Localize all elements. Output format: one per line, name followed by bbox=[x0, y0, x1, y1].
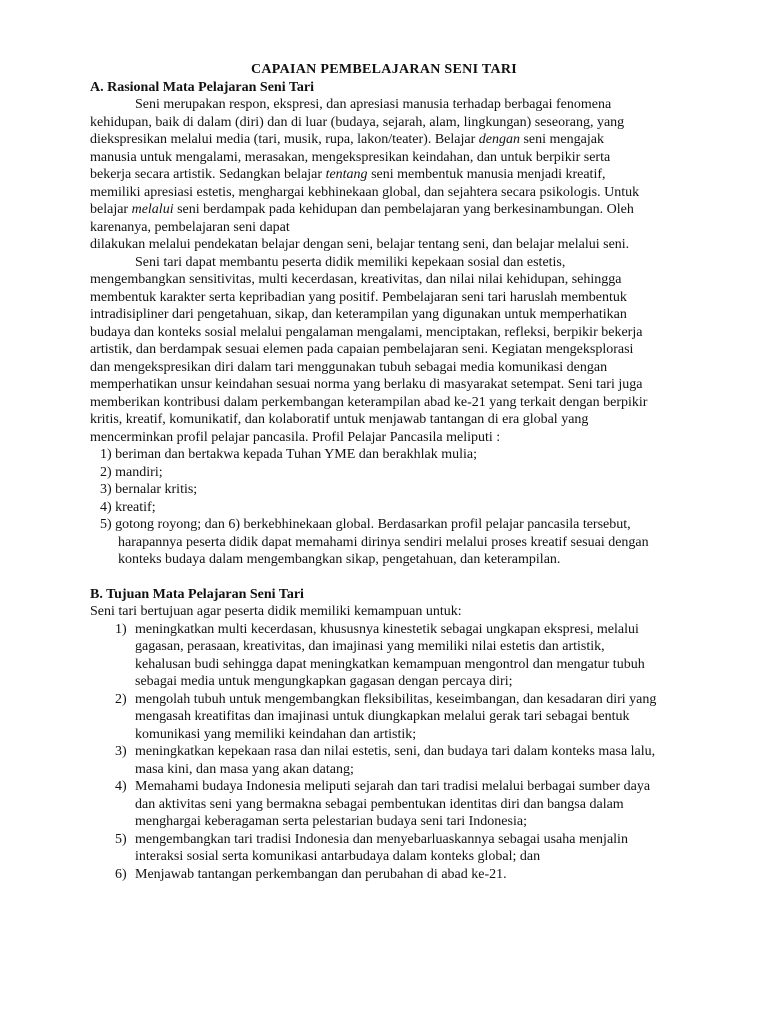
paragraph-line: Seni tari dapat membantu peserta didik memiliki kepekaan sosial dan estetis, bbox=[135, 255, 566, 270]
list-item: 4) kreatif; bbox=[100, 500, 156, 515]
text-run: seni mengajak bbox=[519, 132, 604, 147]
paragraph-line: membentuk karakter serta kepribadian yang positif. Pembelajaran seni tari haruslah membentuk bbox=[90, 290, 627, 305]
text-run: seni berdampak pada kehidupan dan pembelajaran yang berkesinambungan. Oleh bbox=[173, 202, 634, 217]
paragraph-line: memiliki apresiasi estetis, menghargai kebhinekaan global, dan sejahtera secara psikologis. Untuk bbox=[90, 185, 640, 200]
list-item-line: gagasan, perasaan, kreativitas, dan imajinasi yang memiliki nilai estetis dan artistik, bbox=[135, 639, 605, 654]
list-number: 6) bbox=[115, 867, 127, 882]
list-number: 1) bbox=[115, 622, 127, 637]
paragraph-line: memperhatikan unsur keindahan sesuai norma yang berlaku di masyarakat setempat. Seni tari juga bbox=[90, 377, 643, 392]
paragraph-line: dan mengekspresikan diri dalam tari menggunakan tubuh sebagai media komunikasi dengan bbox=[90, 360, 608, 375]
list-item-continuation: konteks budaya dalam mengembangkan sikap, pengetahuan, dan keterampilan. bbox=[118, 552, 561, 567]
list-item-continuation: harapannya peserta didik dapat memahami dirinya sendiri melalui proses kreatif sesuai dengan bbox=[118, 535, 649, 550]
list-item-line: Menjawab tantangan perkembangan dan perubahan di abad ke-21. bbox=[135, 867, 507, 882]
list-item-line: mengolah tubuh untuk mengembangkan fleksibilitas, keseimbangan, dan kesadaran diri yang bbox=[135, 692, 657, 707]
paragraph-line: memberikan kontribusi dalam perkembangan keterampilan abad ke-21 yang terkait dengan berpikir bbox=[90, 395, 648, 410]
section-a-heading: A. Rasional Mata Pelajaran Seni Tari bbox=[90, 80, 315, 95]
italic-word: tentang bbox=[325, 167, 368, 182]
text-run: diekspresikan melalui media (tari, musik, rupa, lakon/teater). Belajar bbox=[90, 132, 479, 147]
paragraph-line: kritis, kreatif, komunikatif, dan kolaboratif untuk menjawab tantangan di era global yang bbox=[90, 412, 589, 427]
paragraph-line: manusia untuk mengalami, merasakan, mengekspresikan keindahan, dan untuk berpikir serta bbox=[90, 150, 611, 165]
paragraph-line: mencerminkan profil pelajar pancasila. Profil Pelajar Pancasila meliputi : bbox=[90, 430, 501, 445]
list-item-line: mengembangkan tari tradisi Indonesia dan menyebarluaskannya sebagai usaha menjalin bbox=[135, 832, 628, 847]
paragraph-line: dilakukan melalui pendekatan belajar dengan seni, belajar tentang seni, dan belajar melalui seni. bbox=[90, 237, 630, 252]
list-number: 5) bbox=[115, 832, 127, 847]
text-run: bekerja secara artistik. Sedangkan belajar bbox=[90, 167, 326, 182]
italic-word: dengan bbox=[478, 132, 520, 147]
paragraph-line bbox=[90, 131, 604, 148]
list-item-line: masa kini, dan masa yang akan datang; bbox=[135, 762, 354, 777]
list-item-line: dan aktivitas seni yang bermakna sebagai pembentukan identitas diri dan bangsa dalam bbox=[135, 797, 624, 812]
list-item-line: meningkatkan multi kecerdasan, khususnya kinestetik sebagai ungkapan ekspresi, melalui bbox=[135, 622, 639, 637]
list-item-line: sebagai media untuk mengungkapkan gagasan dengan percaya diri; bbox=[135, 674, 513, 689]
paragraph-line: Seni merupakan respon, ekspresi, dan apresiasi manusia terhadap berbagai fenomena bbox=[135, 97, 612, 112]
list-item-line: meningkatkan kepekaan rasa dan nilai estetis, seni, dan budaya tari dalam konteks masa lalu, bbox=[135, 744, 656, 759]
list-item-line: menghargai keberagaman serta pelestarian budaya seni tari Indonesia; bbox=[135, 814, 527, 829]
list-number: 3) bbox=[115, 744, 127, 759]
list-item: 5) gotong royong; dan 6) berkebhinekaan global. Berdasarkan profil pelajar pancasila tersebut, bbox=[100, 517, 631, 532]
paragraph-line: kehidupan, baik di dalam (diri) dan di luar (budaya, sejarah, alam, lingkungan) seseorang, yang bbox=[90, 115, 625, 130]
list-item-line: kehalusan budi sehingga dapat meningkatkan kemampuan mengontrol dan mengatur tubuh bbox=[135, 657, 645, 672]
paragraph-line bbox=[90, 166, 606, 183]
paragraph-line: artistik, dan berdampak sesuai elemen pada capaian pembelajaran seni. Kegiatan mengeksplorasi bbox=[90, 342, 634, 357]
list-item-line: komunikasi yang memiliki keindahan dan artistik; bbox=[135, 727, 417, 742]
list-number: 4) bbox=[115, 779, 127, 794]
text-run: seni membentuk manusia menjadi kreatif, bbox=[367, 167, 606, 182]
list-item: 1) beriman dan bertakwa kepada Tuhan YME dan berakhlak mulia; bbox=[100, 447, 477, 462]
list-item-line: Memahami budaya Indonesia meliputi sejarah dan tari tradisi melalui berbagai sumber daya bbox=[135, 779, 651, 794]
document-title: CAPAIAN PEMBELAJARAN SENI TARI bbox=[250, 62, 518, 77]
italic-word: melalui bbox=[131, 202, 174, 217]
paragraph-line bbox=[90, 201, 634, 218]
paragraph-line: intradisipliner dari pengetahuan, sikap, dan keterampilan yang digunakan untuk memperhatikan bbox=[90, 307, 627, 322]
section-b-intro: Seni tari bertujuan agar peserta didik memiliki kemampuan untuk: bbox=[90, 604, 462, 619]
text-run: belajar bbox=[90, 202, 132, 217]
list-item: 2) mandiri; bbox=[100, 465, 163, 480]
list-item-line: interaksi sosial serta komunikasi antarbudaya dalam konteks global; dan bbox=[135, 849, 541, 864]
paragraph-line: mengembangkan sensitivitas, multi kecerdasan, kreativitas, dan nilai nilai kehidupan, sehingga bbox=[90, 272, 622, 287]
list-number: 2) bbox=[115, 692, 127, 707]
section-b-heading: B. Tujuan Mata Pelajaran Seni Tari bbox=[90, 587, 304, 602]
paragraph-line: budaya dan konteks sosial melalui pengalaman mengalami, menciptakan, refleksi, berpikir bekerja bbox=[90, 325, 643, 340]
list-item: 3) bernalar kritis; bbox=[100, 482, 198, 497]
paragraph-line: karenanya, pembelajaran seni dapat bbox=[90, 220, 290, 235]
list-item-line: mengasah kreatifitas dan imajinasi untuk diungkapkan melalui gerak tari sebagai bentuk bbox=[135, 709, 630, 724]
